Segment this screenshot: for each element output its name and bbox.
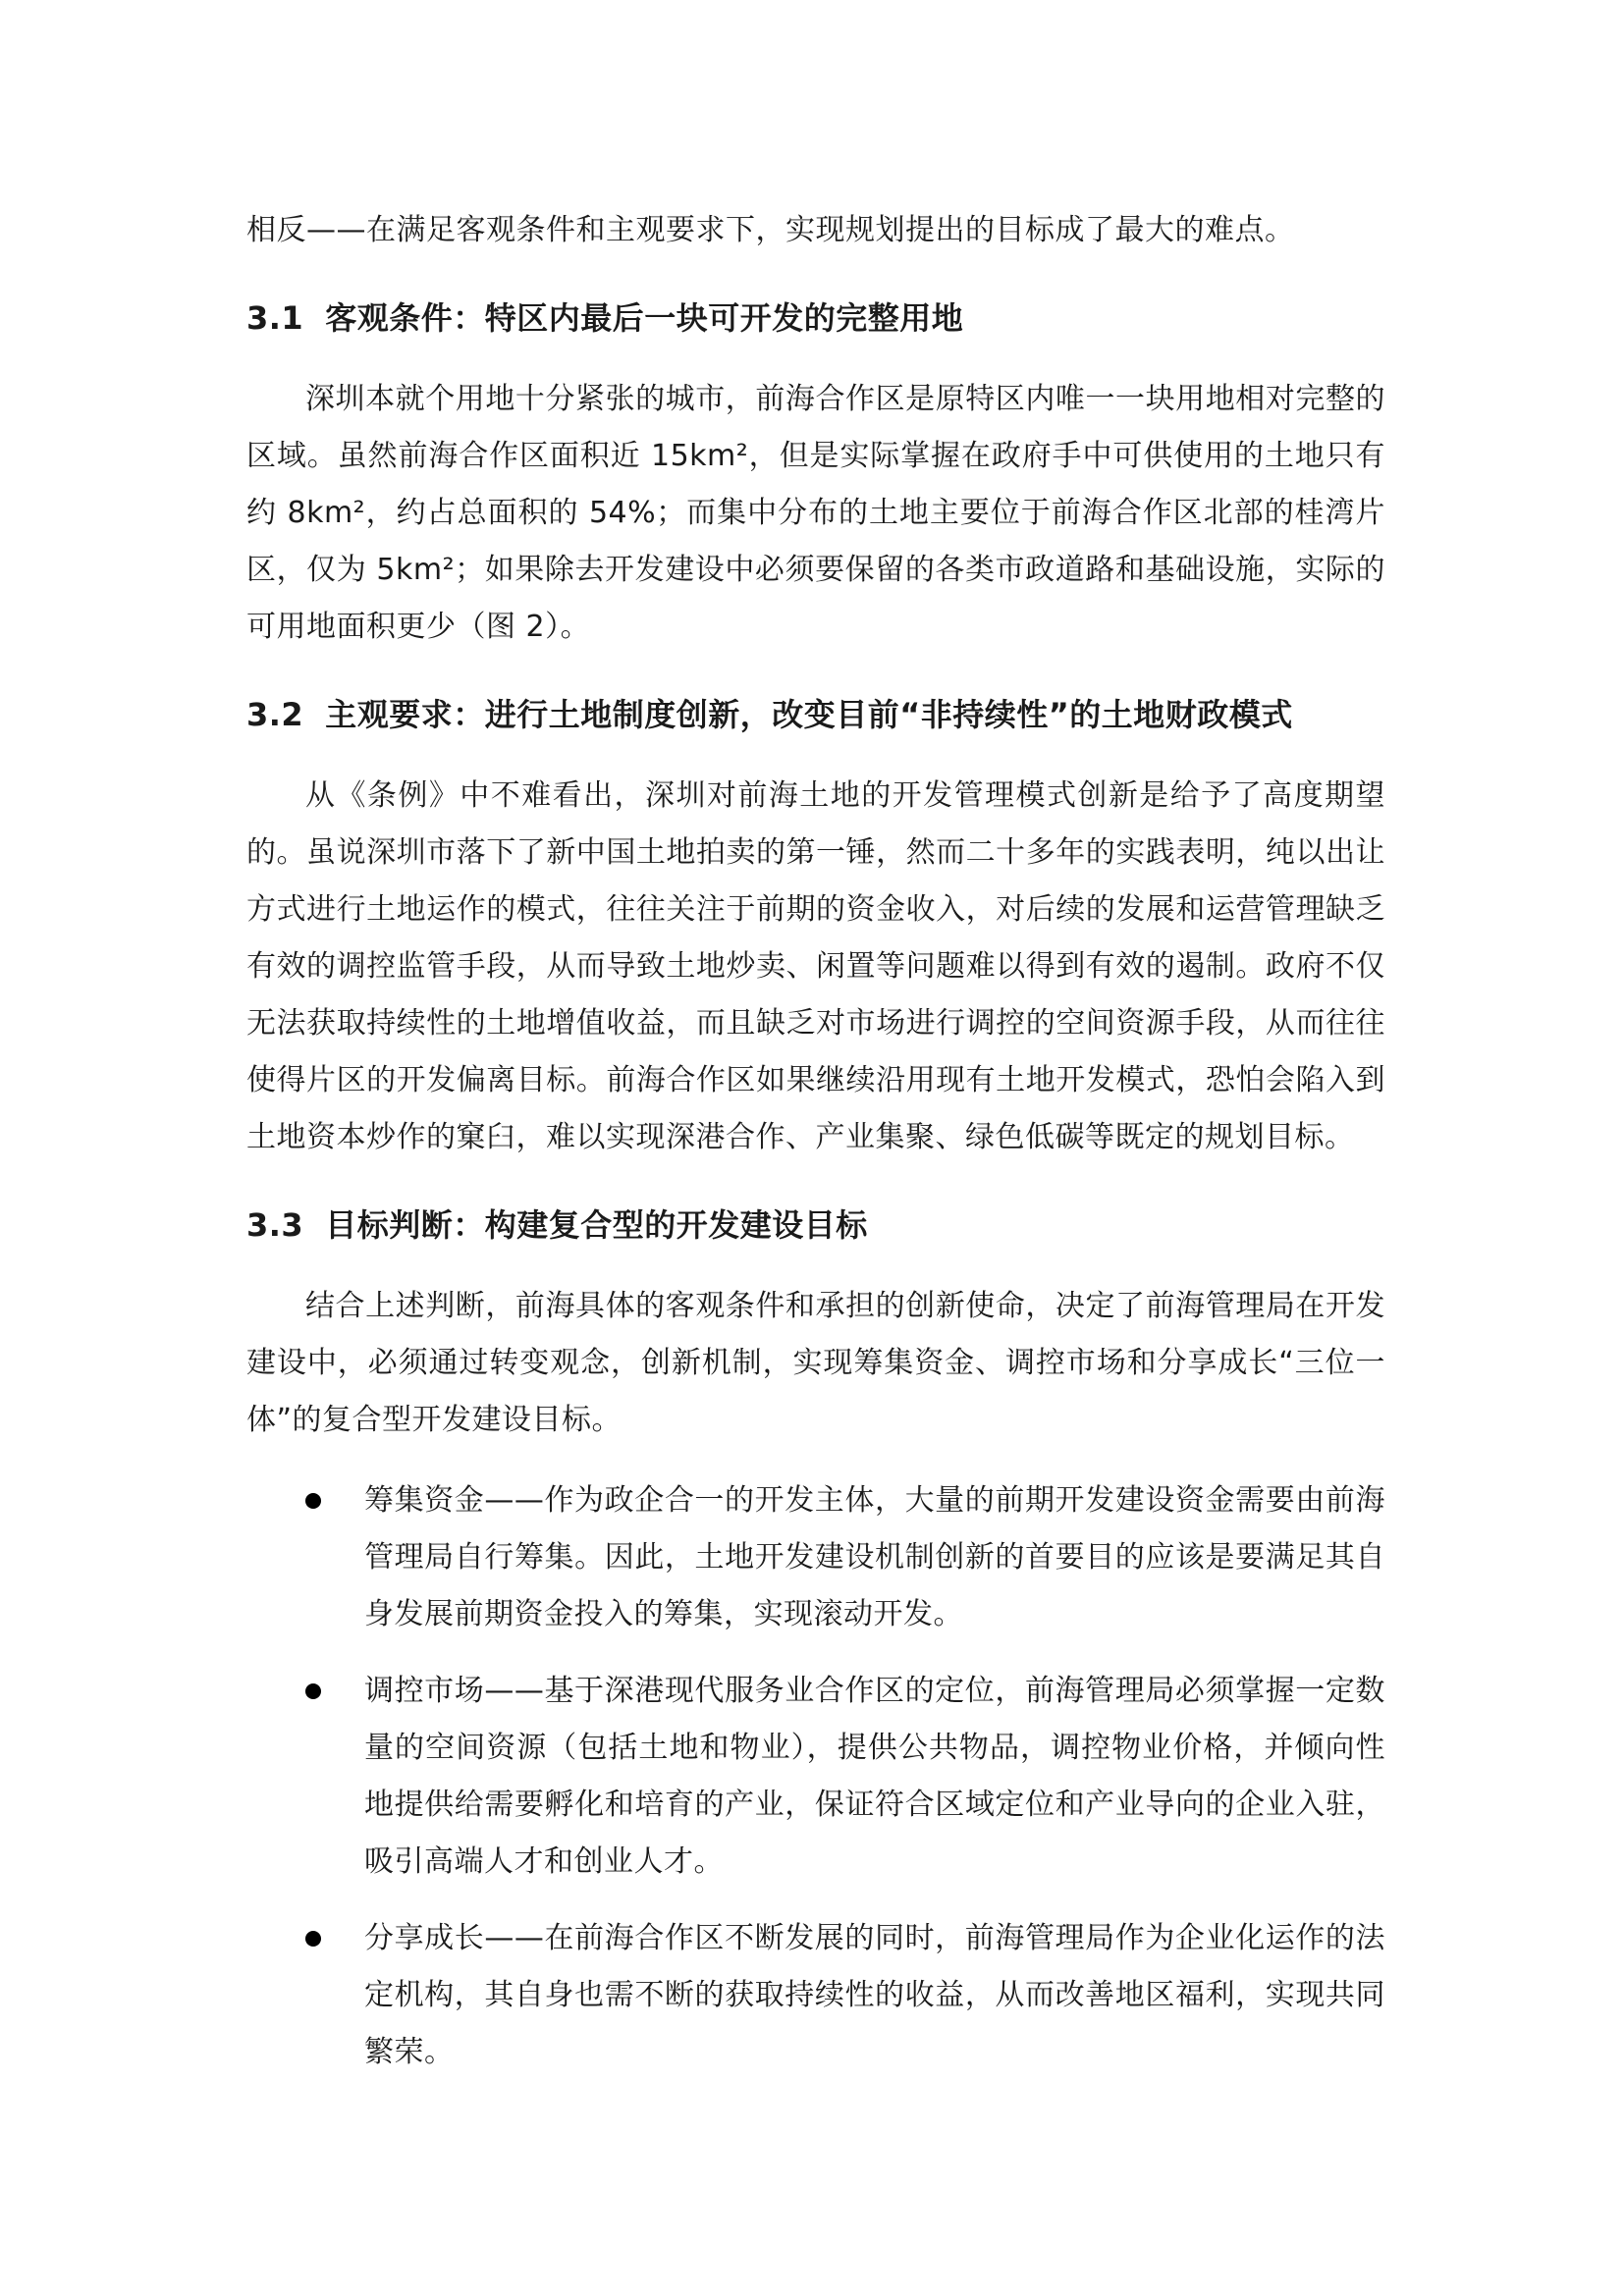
section-3-3-paragraph: 结合上述判断，前海具体的客观条件和承担的创新使命，决定了前海管理局在开发建设中，必须通过转变观念，创新机制，实现筹集资金、调控市场和分享成长“三位一体”的复合型开发建设目标。 [246,1289,1385,1437]
bullet-dot-icon [305,1683,321,1699]
bullet-dot-icon [305,1493,321,1509]
list-item [246,1910,1385,2081]
section-heading-3-2 [246,691,1385,738]
list-item [246,1663,1385,1891]
section-title: 目标判断：构建复合型的开发建设目标 [325,1206,868,1244]
bullet-text: 筹集资金——作为政企合一的开发主体，大量的前期开发建设资金需要由前海管理局自行筹集。因此，土地开发建设机制创新的首要目的应该是要满足其自身发展前期资金投入的筹集，实现滚动开发。 [364,1483,1385,1631]
bullet-text: 调控市场——基于深港现代服务业合作区的定位，前海管理局必须掌握一定数量的空间资源（包括土地和物业），提供公共物品，调控物业价格，并倾向性地提供给需要孵化和培育的产业，保证符合区域定位和产业导向的企业入驻，吸引高端人才和创业人才。 [364,1674,1385,1879]
goal-bullet-list [246,1472,1385,2081]
section-title: 主观要求：进行土地制度创新，改变目前“非持续性”的土地财政模式 [325,696,1293,733]
section-number: 3.2 [246,696,304,733]
section-3-2-paragraph: 从《条例》中不难看出，深圳对前海土地的开发管理模式创新是给予了高度期望的。虽说深圳市落下了新中国土地拍卖的第一锤，然而二十多年的实践表明，纯以出让方式进行土地运作的模式，往往关注于前期的资金收入，对后续的发展和运营管理缺乏有效的调控监管手段，从而导致土地炒卖、闲置等问题难以得到有效的遏制。政府不仅无法获取持续性的土地增值收益，而且缺乏对市场进行调控的空间资源手段，从而往往使得片区的开发偏离目标。前海合作区如果继续沿用现有土地开发模式，恐怕会陷入到土地资本炒作的窠臼，难以实现深港合作、产业集聚、绿色低碳等既定的规划目标。 [246,778,1385,1154]
section-heading-3-1 [246,294,1385,342]
opening-paragraph: 相反——在满足客观条件和主观要求下，实现规划提出的目标成了最大的难点。 [246,213,1295,247]
section-number: 3.3 [246,1206,304,1244]
section-3-1-paragraph: 深圳本就个用地十分紧张的城市，前海合作区是原特区内唯一一块用地相对完整的区域。虽然前海合作区面积近 15km²，但是实际掌握在政府手中可供使用的土地只有约 8km²，约占总面积的 54%；而集中分布的土地主要位于前海合作区北部的桂湾片区，仅为 5km²；如果除去开发建设中必须要保留的各类市政道路和基础设施，实际的可用地面积更少（图 2）。 [246,382,1385,644]
section-heading-3-3 [246,1201,1385,1249]
bullet-text: 分享成长——在前海合作区不断发展的同时，前海管理局作为企业化运作的法定机构，其自身也需不断的获取持续性的收益，从而改善地区福利，实现共同繁荣。 [364,1921,1385,2069]
section-number: 3.1 [246,299,304,337]
list-item [246,1472,1385,1643]
section-title: 客观条件：特区内最后一块可开发的完整用地 [325,299,964,337]
page-content [246,202,1385,2101]
bullet-dot-icon [305,1931,321,1947]
